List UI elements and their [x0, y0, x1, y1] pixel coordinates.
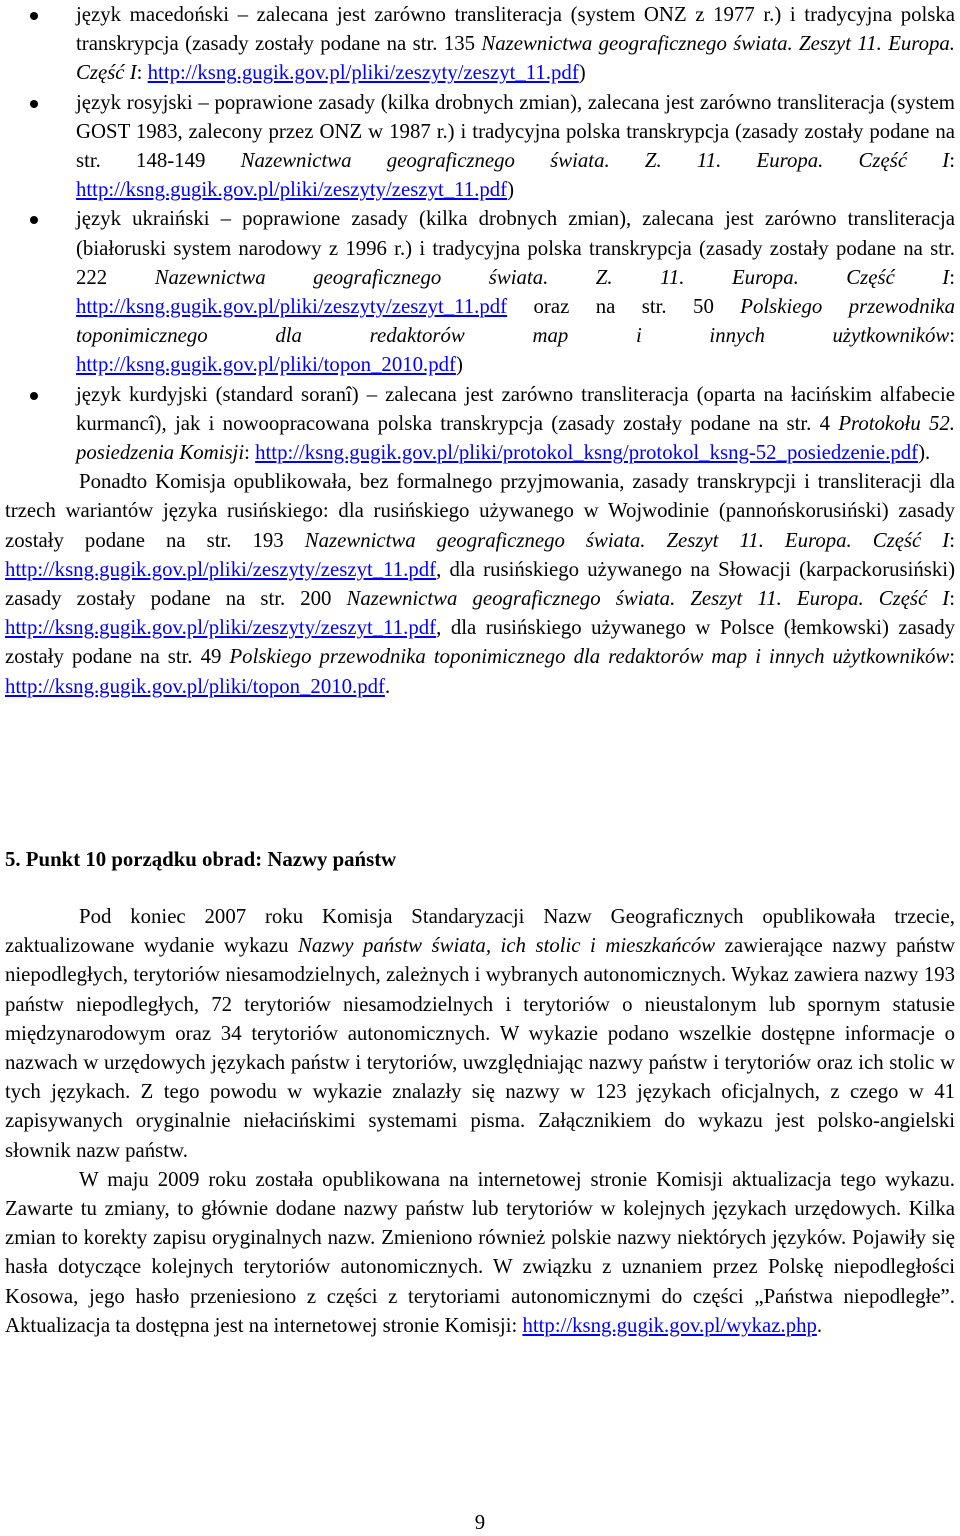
paragraph-wykaz: Pod koniec 2007 roku Komisja Standaryzacji Nazw Geograficznych opublikowała trzecie, zaktualizowane wydanie wykazu Nazwy państw świata, ich stolic i mieszkańców zawierające nazwy państw niepodległych, terytoriów niesamodzielnych, zależnych i wybranych autonomicznych. Wykaz zawiera nazwy 193 państw niepodległych, 72 terytoriów niesamodzielnych i terytoriów o nieustalonym lub spornym statusie międzynarodowym oraz 34 terytoriów autonomicznych. W wykazie podano wszelkie dostępne informacje o nazwach w urzędowych językach państw i terytoriów, uwzględniając nazwy państw i terytoriów oraz ich stolic w tych językach. Z tego powodu w wykazie znalazły się nazwy w 123 językach oficjalnych, z czego w 41 zapisywanych oryginalnie niełacińskimi systemami pisma. Załącznikiem do wykazu jest polsko-angielski słownik nazw państw. — [5, 905, 955, 1162]
list-item-kurdish: język kurdyjski (standard soranî) – zalecana jest zarówno transliteracja (oparta na łacińskim alfabecie kurmancî), jak i nowoopracowana polska transkrypcja (zasady zostały podane na str. 4 Protokołu 52. posiedzenia Komisji: http://ksng.gugik.gov.pl/pliki/protokol_ksng/protokol_ksng-52_posiedzenie.pdf). — [5, 380, 955, 468]
page-content — [5, 0, 955, 701]
language-list — [5, 0, 955, 467]
zeszyt11-link[interactable]: http://ksng.gugik.gov.pl/pliki/zeszyty/zeszyt_11.pdf — [76, 295, 508, 319]
protokol-link[interactable]: http://ksng.gugik.gov.pl/pliki/protokol_ksng/protokol_ksng-52_posiedzenie.pdf — [255, 441, 919, 465]
zeszyt11-link[interactable]: http://ksng.gugik.gov.pl/pliki/zeszyty/zeszyt_11.pdf — [147, 61, 579, 85]
topon-link[interactable]: http://ksng.gugik.gov.pl/pliki/topon_2010.pdf — [76, 353, 456, 377]
list-item-ukrainian: język ukraiński – poprawione zasady (kilka drobnych zmian), zalecana jest zarówno transliteracja (białoruski system narodowy z 1996 r.) i tradycyjna polska transkrypcja (zasady zostały podane na str. 222 Nazewnictwa geograficznego świata. Z. 11. Europa. Część I: http://ksng.gugik.gov.pl/pliki/zeszyty/zeszyt_11.pdf oraz na str. 50 Polskiego przewodnika toponimicznego dla redaktorów map i innych użytkowników: http://ksng.gugik.gov.pl/pliki/topon_2010.pdf) — [5, 204, 955, 379]
bullet-icon — [30, 216, 38, 224]
paragraph-rusin: Ponadto Komisja opublikowała, bez formalnego przyjmowania, zasady transkrypcji i transliteracji dla trzech wariantów języka rusińskiego: dla rusińskiego używanego w Wojwodinie (pannońskorusiński) zasady zostały podane na str. 193 Nazewnictwa geograficznego świata. Zeszyt 11. Europa. Część I: http://ksng.gugik.gov.pl/pliki/zeszyty/zeszyt_11.pdf, dla rusińskiego używanego na Słowacji (karpackorusiński) zasady zostały podane na str. 200 Nazewnictwa geograficznego świata. Zeszyt 11. Europa. Część I: http://ksng.gugik.gov.pl/pliki/zeszyty/zeszyt_11.pdf, dla rusińskiego używanego w Polsce (łemkowski) zasady zostały podane na str. 49 Polskiego przewodnika toponimicznego dla redaktorów map i innych użytkowników: http://ksng.gugik.gov.pl/pliki/topon_2010.pdf. — [5, 470, 956, 698]
wykaz-link[interactable]: http://ksng.gugik.gov.pl/wykaz.php — [522, 1313, 817, 1337]
page-number: 9 — [474, 1511, 486, 1534]
section-heading: 5. Punkt 10 porządku obrad: Nazwy państw — [5, 848, 397, 871]
bullet-icon — [30, 100, 38, 108]
zeszyt11-link[interactable]: http://ksng.gugik.gov.pl/pliki/zeszyty/zeszyt_11.pdf — [5, 616, 437, 640]
section-body — [5, 902, 955, 1340]
zeszyt11-link[interactable]: http://ksng.gugik.gov.pl/pliki/zeszyty/zeszyt_11.pdf — [5, 557, 437, 581]
bullet-icon — [30, 12, 38, 20]
list-item-macedonian: język macedoński – zalecana jest zarówno transliteracja (system ONZ z 1977 r.) i tradycyjna polska transkrypcja (zasady zostały podane na str. 135 Nazewnictwa geograficznego świata. Zeszyt 11. Europa. Część I: http://ksng.gugik.gov.pl/pliki/zeszyty/zeszyt_11.pdf) — [5, 0, 955, 88]
list-item-russian: język rosyjski – poprawione zasady (kilka drobnych zmian), zalecana jest zarówno transliteracja (system GOST 1983, zalecony przez ONZ w 1987 r.) i tradycyjna polska transkrypcja (zasady zostały podane na str. 148-149 Nazewnictwa geograficznego świata. Z. 11. Europa. Część I: http://ksng.gugik.gov.pl/pliki/zeszyty/zeszyt_11.pdf) — [5, 88, 955, 205]
topon-link[interactable]: http://ksng.gugik.gov.pl/pliki/topon_2010.pdf — [5, 674, 385, 698]
paragraph-aktualizacja: W maju 2009 roku została opublikowana na internetowej stronie Komisji aktualizacja tego wykazu. Zawarte tu zmiany, to głównie dodane nazwy państw lub terytoriów w kolejnych językach urzędowych. Kilka zmian to korekty zapisu oryginalnych nazw. Zmieniono również polskie nazwy niektórych języków. Pojawiły się hasła dotyczące kolejnych terytoriów autonomicznych. W związku z uznaniem przez Polskę niepodległości Kosowa, jego hasło przeniesiono z części z terytoriami autonomicznymi do części „Państwa niepodległe”. Aktualizacja ta dostępna jest na internetowej stronie Komisji: http://ksng.gugik.gov.pl/wykaz.php. — [5, 1167, 955, 1337]
bullet-icon — [30, 392, 38, 400]
zeszyt11-link[interactable]: http://ksng.gugik.gov.pl/pliki/zeszyty/zeszyt_11.pdf — [76, 178, 508, 202]
